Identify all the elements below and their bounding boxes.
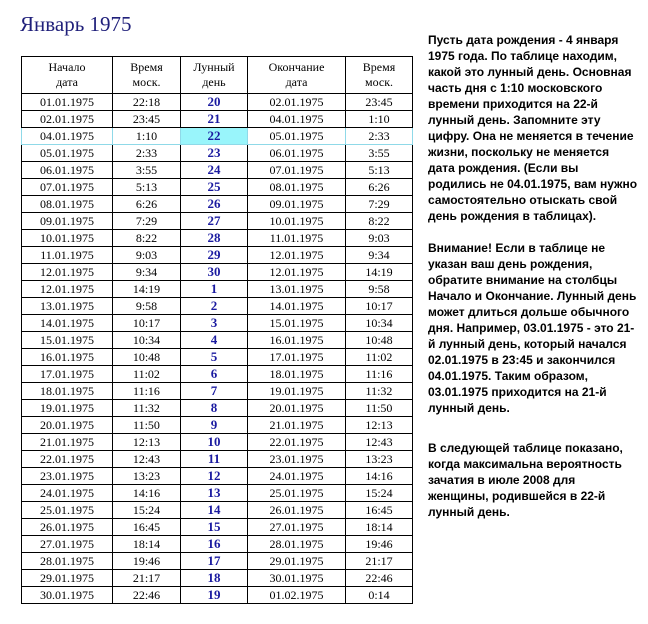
lunar-day-cell: 15 [181,519,248,536]
end-date-cell: 26.01.1975 [248,502,346,519]
end-date-cell: 16.01.1975 [248,332,346,349]
start-date-cell: 01.01.1975 [22,94,113,111]
lunar-day-cell: 11 [181,451,248,468]
start-time-cell: 21:17 [113,570,181,587]
table-row [22,519,413,536]
start-time-cell: 8:22 [113,230,181,247]
start-date-cell: 28.01.1975 [22,553,113,570]
end-time-cell: 5:13 [346,162,413,179]
start-date-cell: 29.01.1975 [22,570,113,587]
lunar-day-cell: 16 [181,536,248,553]
end-time-cell: 10:34 [346,315,413,332]
table-row [22,570,413,587]
lunar-day-cell: 1 [181,281,248,298]
end-date-cell: 21.01.1975 [248,417,346,434]
end-time-cell: 9:58 [346,281,413,298]
end-date-cell: 06.01.1975 [248,145,346,162]
lunar-day-cell: 7 [181,383,248,400]
lunar-day-cell: 28 [181,230,248,247]
start-date-cell: 18.01.1975 [22,383,113,400]
table-row [22,213,413,230]
end-date-cell: 09.01.1975 [248,196,346,213]
end-time-cell: 13:23 [346,451,413,468]
start-date-cell: 07.01.1975 [22,179,113,196]
table-row [22,111,413,128]
start-time-cell: 11:50 [113,417,181,434]
table-row [22,179,413,196]
table-row [22,162,413,179]
start-date-cell: 04.01.1975 [22,128,113,145]
table-row [22,145,413,162]
table-row [22,264,413,281]
end-time-cell: 22:46 [346,570,413,587]
lunar-day-cell: 8 [181,400,248,417]
start-date-cell: 24.01.1975 [22,485,113,502]
end-date-cell: 27.01.1975 [248,519,346,536]
table-row [22,366,413,383]
table-body [22,94,413,604]
page-title: Январь 1975 [20,12,132,36]
start-time-cell: 15:24 [113,502,181,519]
start-date-cell: 22.01.1975 [22,451,113,468]
table-row [22,502,413,519]
lunar-day-cell: 10 [181,434,248,451]
table-row [22,536,413,553]
table-row [22,451,413,468]
start-time-cell: 12:43 [113,451,181,468]
table-row [22,485,413,502]
table-row [22,332,413,349]
start-date-cell: 20.01.1975 [22,417,113,434]
end-date-cell: 10.01.1975 [248,213,346,230]
start-date-cell: 19.01.1975 [22,400,113,417]
lunar-day-cell: 25 [181,179,248,196]
end-time-cell: 21:17 [346,553,413,570]
end-time-cell: 7:29 [346,196,413,213]
table-row [22,298,413,315]
end-date-cell: 15.01.1975 [248,315,346,332]
end-date-cell: 25.01.1975 [248,485,346,502]
end-time-cell: 11:32 [346,383,413,400]
end-time-cell: 10:17 [346,298,413,315]
end-date-cell: 08.01.1975 [248,179,346,196]
start-time-cell: 5:13 [113,179,181,196]
lunar-day-cell: 9 [181,417,248,434]
end-date-cell: 22.01.1975 [248,434,346,451]
end-time-cell: 2:33 [346,128,413,145]
start-date-cell: 02.01.1975 [22,111,113,128]
start-date-cell: 10.01.1975 [22,230,113,247]
end-time-cell: 14:16 [346,468,413,485]
start-time-cell: 22:18 [113,94,181,111]
table-row [22,230,413,247]
lunar-day-cell: 14 [181,502,248,519]
start-date-cell: 16.01.1975 [22,349,113,366]
start-time-cell: 16:45 [113,519,181,536]
explanation-paragraph-1: Пусть дата рождения - 4 января 1975 года. По таблице находим, какой это лунный день. Основная часть дня с 1:10 московского времени приходится на 22-й лунный день. Запомните эту цифру. Она не меняется в течение жизни, поскольку не меняется дата рождения. (Если вы родились не 04.01.1975, вам нужно самостоятельно отыскать свой день рождения в таблицах). [428,33,638,223]
lunar-day-cell: 27 [181,213,248,230]
lunar-day-cell: 13 [181,485,248,502]
start-date-cell: 17.01.1975 [22,366,113,383]
table-row [22,553,413,570]
end-time-cell: 6:26 [346,179,413,196]
lunar-day-cell: 17 [181,553,248,570]
explanation-text [428,32,638,520]
start-time-cell: 10:34 [113,332,181,349]
start-date-cell: 08.01.1975 [22,196,113,213]
start-date-cell: 05.01.1975 [22,145,113,162]
end-time-cell: 11:16 [346,366,413,383]
end-date-cell: 01.02.1975 [248,587,346,604]
end-date-cell: 19.01.1975 [248,383,346,400]
table-row [22,400,413,417]
end-date-cell: 02.01.1975 [248,94,346,111]
header-lunar-day: Лунный день [181,57,248,94]
end-time-cell: 19:46 [346,536,413,553]
end-date-cell: 11.01.1975 [248,230,346,247]
lunar-day-cell: 4 [181,332,248,349]
start-time-cell: 18:14 [113,536,181,553]
start-time-cell: 11:16 [113,383,181,400]
start-time-cell: 9:34 [113,264,181,281]
end-time-cell: 10:48 [346,332,413,349]
end-time-cell: 11:50 [346,400,413,417]
end-date-cell: 04.01.1975 [248,111,346,128]
lunar-day-cell: 22 [181,128,248,145]
end-time-cell: 16:45 [346,502,413,519]
start-date-cell: 12.01.1975 [22,281,113,298]
header-end-date: Окончание дата [248,57,346,94]
end-time-cell: 15:24 [346,485,413,502]
end-date-cell: 24.01.1975 [248,468,346,485]
start-time-cell: 12:13 [113,434,181,451]
table-header-row [22,57,413,94]
end-time-cell: 12:13 [346,417,413,434]
table-row [22,128,413,145]
end-date-cell: 30.01.1975 [248,570,346,587]
table-row [22,349,413,366]
lunar-day-cell: 29 [181,247,248,264]
header-end-time: Время моск. [346,57,413,94]
lunar-day-cell: 30 [181,264,248,281]
start-date-cell: 14.01.1975 [22,315,113,332]
start-date-cell: 06.01.1975 [22,162,113,179]
start-time-cell: 7:29 [113,213,181,230]
start-date-cell: 21.01.1975 [22,434,113,451]
start-time-cell: 1:10 [113,128,181,145]
end-time-cell: 9:34 [346,247,413,264]
start-date-cell: 23.01.1975 [22,468,113,485]
end-date-cell: 23.01.1975 [248,451,346,468]
start-time-cell: 6:26 [113,196,181,213]
start-time-cell: 11:02 [113,366,181,383]
end-time-cell: 12:43 [346,434,413,451]
lunar-day-cell: 6 [181,366,248,383]
end-date-cell: 18.01.1975 [248,366,346,383]
header-start-time: Время моск. [113,57,181,94]
end-time-cell: 1:10 [346,111,413,128]
end-date-cell: 14.01.1975 [248,298,346,315]
end-time-cell: 0:14 [346,587,413,604]
start-time-cell: 10:17 [113,315,181,332]
table-row [22,434,413,451]
start-time-cell: 11:32 [113,400,181,417]
table-row [22,196,413,213]
lunar-day-cell: 19 [181,587,248,604]
start-date-cell: 13.01.1975 [22,298,113,315]
start-time-cell: 3:55 [113,162,181,179]
lunar-day-cell: 26 [181,196,248,213]
end-time-cell: 18:14 [346,519,413,536]
start-date-cell: 15.01.1975 [22,332,113,349]
explanation-paragraph-2: Внимание! Если в таблице не указан ваш день рождения, обратите внимание на столбцы Начало и Окончание. Лунный день может длиться дольше обычного дня. Например, 03.01.1975 - это 21-й лунный день, который начался 02.01.1975 в 23:45 и закончился 04.01.1975. Таким образом, 03.01.1975 приходится на 21-й лунный день. [428,241,637,415]
start-date-cell: 09.01.1975 [22,213,113,230]
start-date-cell: 27.01.1975 [22,536,113,553]
end-time-cell: 14:19 [346,264,413,281]
lunar-day-cell: 20 [181,94,248,111]
end-time-cell: 9:03 [346,230,413,247]
start-time-cell: 22:46 [113,587,181,604]
table-row [22,315,413,332]
lunar-day-cell: 12 [181,468,248,485]
lunar-day-cell: 24 [181,162,248,179]
start-date-cell: 11.01.1975 [22,247,113,264]
start-time-cell: 13:23 [113,468,181,485]
start-time-cell: 10:48 [113,349,181,366]
end-date-cell: 12.01.1975 [248,247,346,264]
lunar-day-cell: 23 [181,145,248,162]
header-start-date: Начало дата [22,57,113,94]
start-date-cell: 26.01.1975 [22,519,113,536]
end-date-cell: 13.01.1975 [248,281,346,298]
lunar-day-cell: 21 [181,111,248,128]
start-time-cell: 14:16 [113,485,181,502]
table-row [22,587,413,604]
end-date-cell: 20.01.1975 [248,400,346,417]
explanation-paragraph-3: В следующей таблице показано, когда максимальна вероятность зачатия в июле 2008 для женщины, родившейся в 22-й лунный день. [428,441,623,519]
end-date-cell: 29.01.1975 [248,553,346,570]
end-date-cell: 12.01.1975 [248,264,346,281]
start-time-cell: 14:19 [113,281,181,298]
lunar-day-cell: 18 [181,570,248,587]
start-date-cell: 30.01.1975 [22,587,113,604]
end-date-cell: 05.01.1975 [248,128,346,145]
start-time-cell: 23:45 [113,111,181,128]
end-time-cell: 11:02 [346,349,413,366]
start-date-cell: 25.01.1975 [22,502,113,519]
start-time-cell: 19:46 [113,553,181,570]
lunar-day-cell: 2 [181,298,248,315]
lunar-day-cell: 5 [181,349,248,366]
start-time-cell: 9:58 [113,298,181,315]
end-date-cell: 28.01.1975 [248,536,346,553]
end-time-cell: 3:55 [346,145,413,162]
end-time-cell: 23:45 [346,94,413,111]
start-time-cell: 2:33 [113,145,181,162]
end-date-cell: 07.01.1975 [248,162,346,179]
table-row [22,281,413,298]
start-time-cell: 9:03 [113,247,181,264]
table-row [22,383,413,400]
start-date-cell: 12.01.1975 [22,264,113,281]
table-row [22,94,413,111]
lunar-day-table [21,56,413,604]
table-row [22,247,413,264]
lunar-day-cell: 3 [181,315,248,332]
table-row [22,417,413,434]
table-row [22,468,413,485]
end-time-cell: 8:22 [346,213,413,230]
end-date-cell: 17.01.1975 [248,349,346,366]
